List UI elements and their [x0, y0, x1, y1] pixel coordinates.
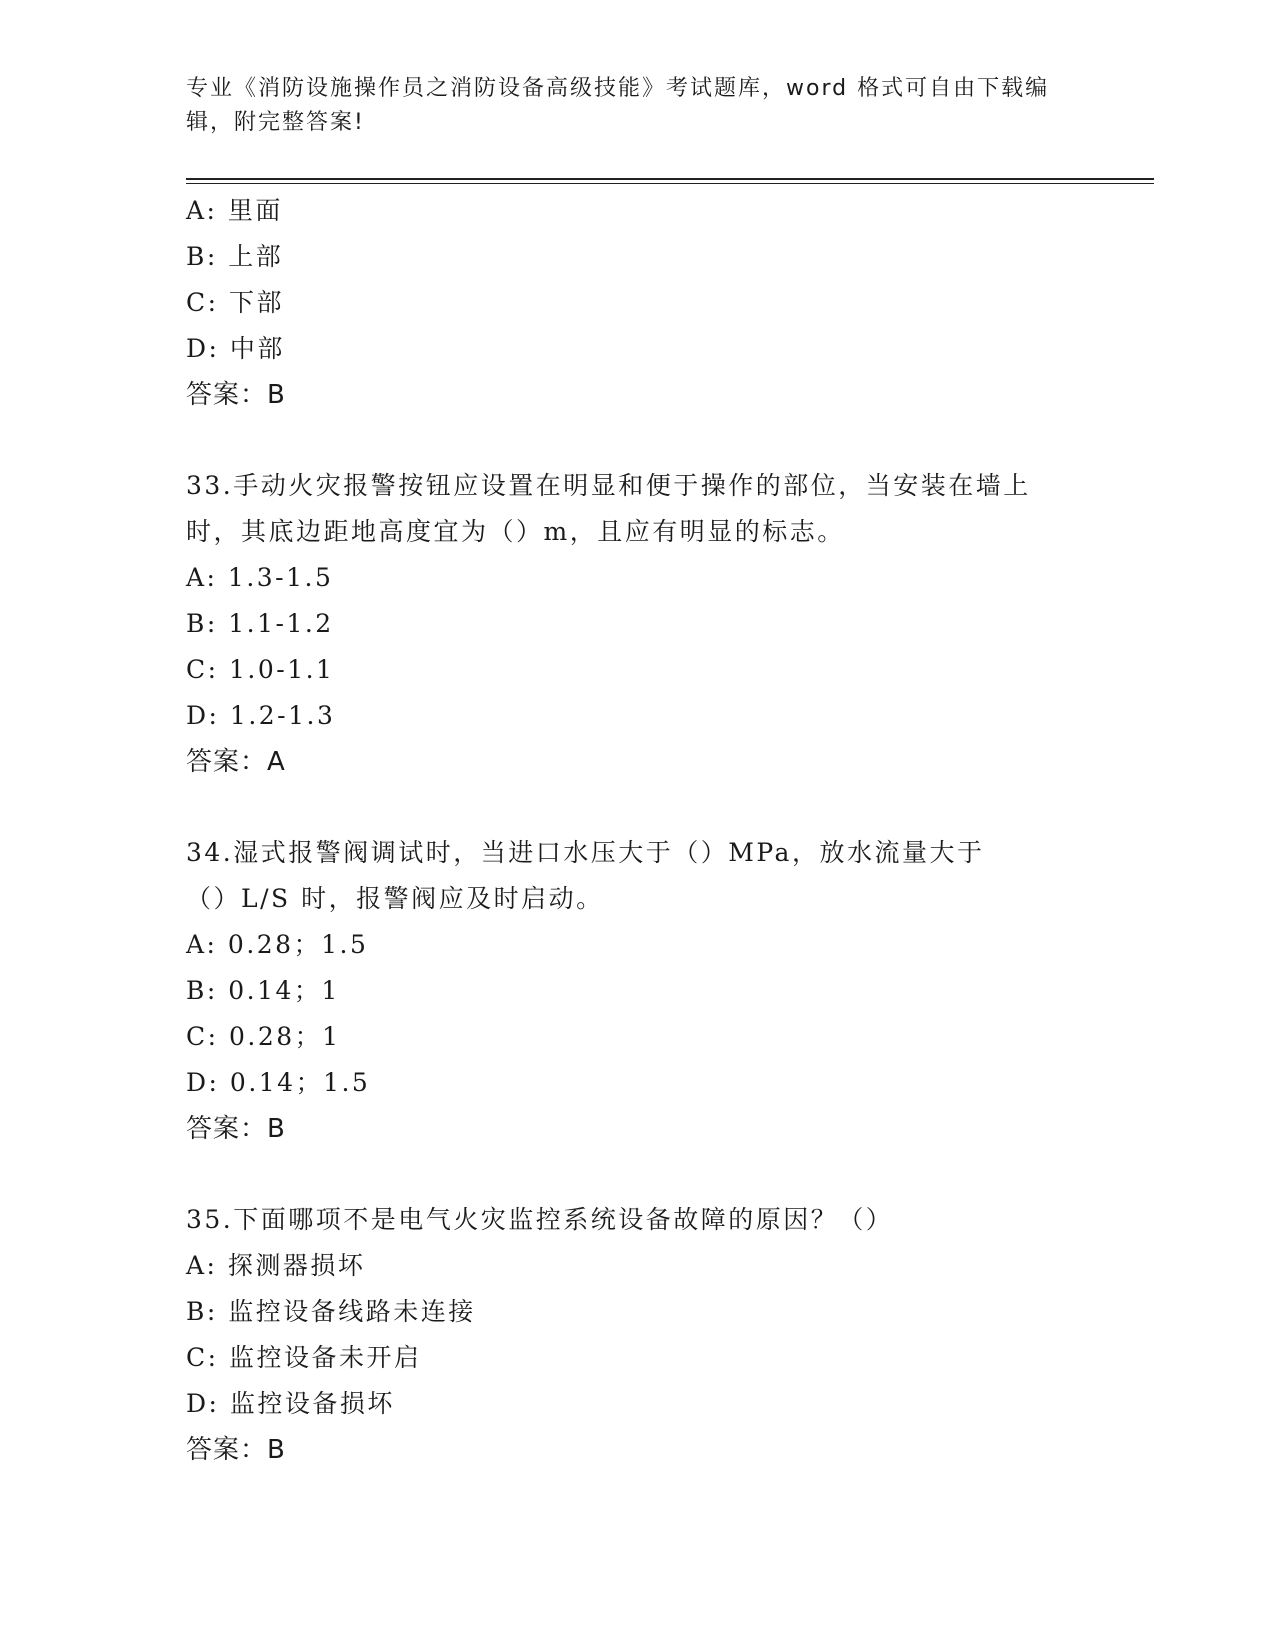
document-intro: 专业《消防设施操作员之消防设备高级技能》考试题库，word 格式可自由下载编辑，附完整答案! — [186, 76, 1050, 135]
option-a: A: 里面 — [186, 196, 283, 225]
option-d: D: 中部 — [186, 334, 285, 363]
question-text: 34.湿式报警阀调试时，当进口水压大于（）MPa，放水流量大于（）L/S 时，报警阀应及时启动。 — [186, 838, 985, 913]
option-a: A: 1.3-1.5 — [186, 563, 334, 592]
header-divider-top — [186, 178, 1154, 180]
answer-label: 答案：A — [186, 747, 286, 777]
question-block-35 — [186, 1197, 1086, 1473]
option-c: C: 下部 — [186, 288, 284, 317]
option-a: A: 0.28；1.5 — [186, 930, 369, 959]
option-b: B: 0.14；1 — [186, 976, 340, 1005]
option-c: C: 监控设备未开启 — [186, 1343, 422, 1372]
question-text: 33.手动火灾报警按钮应设置在明显和便于操作的部位，当安装在墙上时，其底边距地高度宜为（）m，且应有明显的标志。 — [186, 471, 1031, 546]
spacer — [186, 1152, 1086, 1197]
option-d: D: 监控设备损坏 — [186, 1389, 395, 1418]
answer-label: 答案：B — [186, 380, 286, 410]
question-text: 35.下面哪项不是电气火灾监控系统设备故障的原因？（） — [186, 1205, 894, 1234]
option-a: A: 探测器损坏 — [186, 1251, 366, 1280]
spacer — [186, 785, 1086, 830]
header-divider-bottom — [186, 183, 1154, 184]
spacer — [186, 418, 1086, 463]
option-b: B: 上部 — [186, 242, 284, 271]
question-list — [186, 188, 1086, 1473]
option-c: C: 0.28；1 — [186, 1022, 341, 1051]
option-d: D: 0.14；1.5 — [186, 1068, 371, 1097]
question-block-33 — [186, 463, 1086, 785]
answer-label: 答案：B — [186, 1114, 286, 1144]
option-d: D: 1.2-1.3 — [186, 701, 336, 730]
answer-label: 答案：B — [186, 1435, 286, 1465]
option-c: C: 1.0-1.1 — [186, 655, 335, 684]
question-block-34 — [186, 830, 1086, 1152]
question-block-32 — [186, 188, 1086, 418]
option-b: B: 1.1-1.2 — [186, 609, 334, 638]
option-b: B: 监控设备线路未连接 — [186, 1297, 476, 1326]
